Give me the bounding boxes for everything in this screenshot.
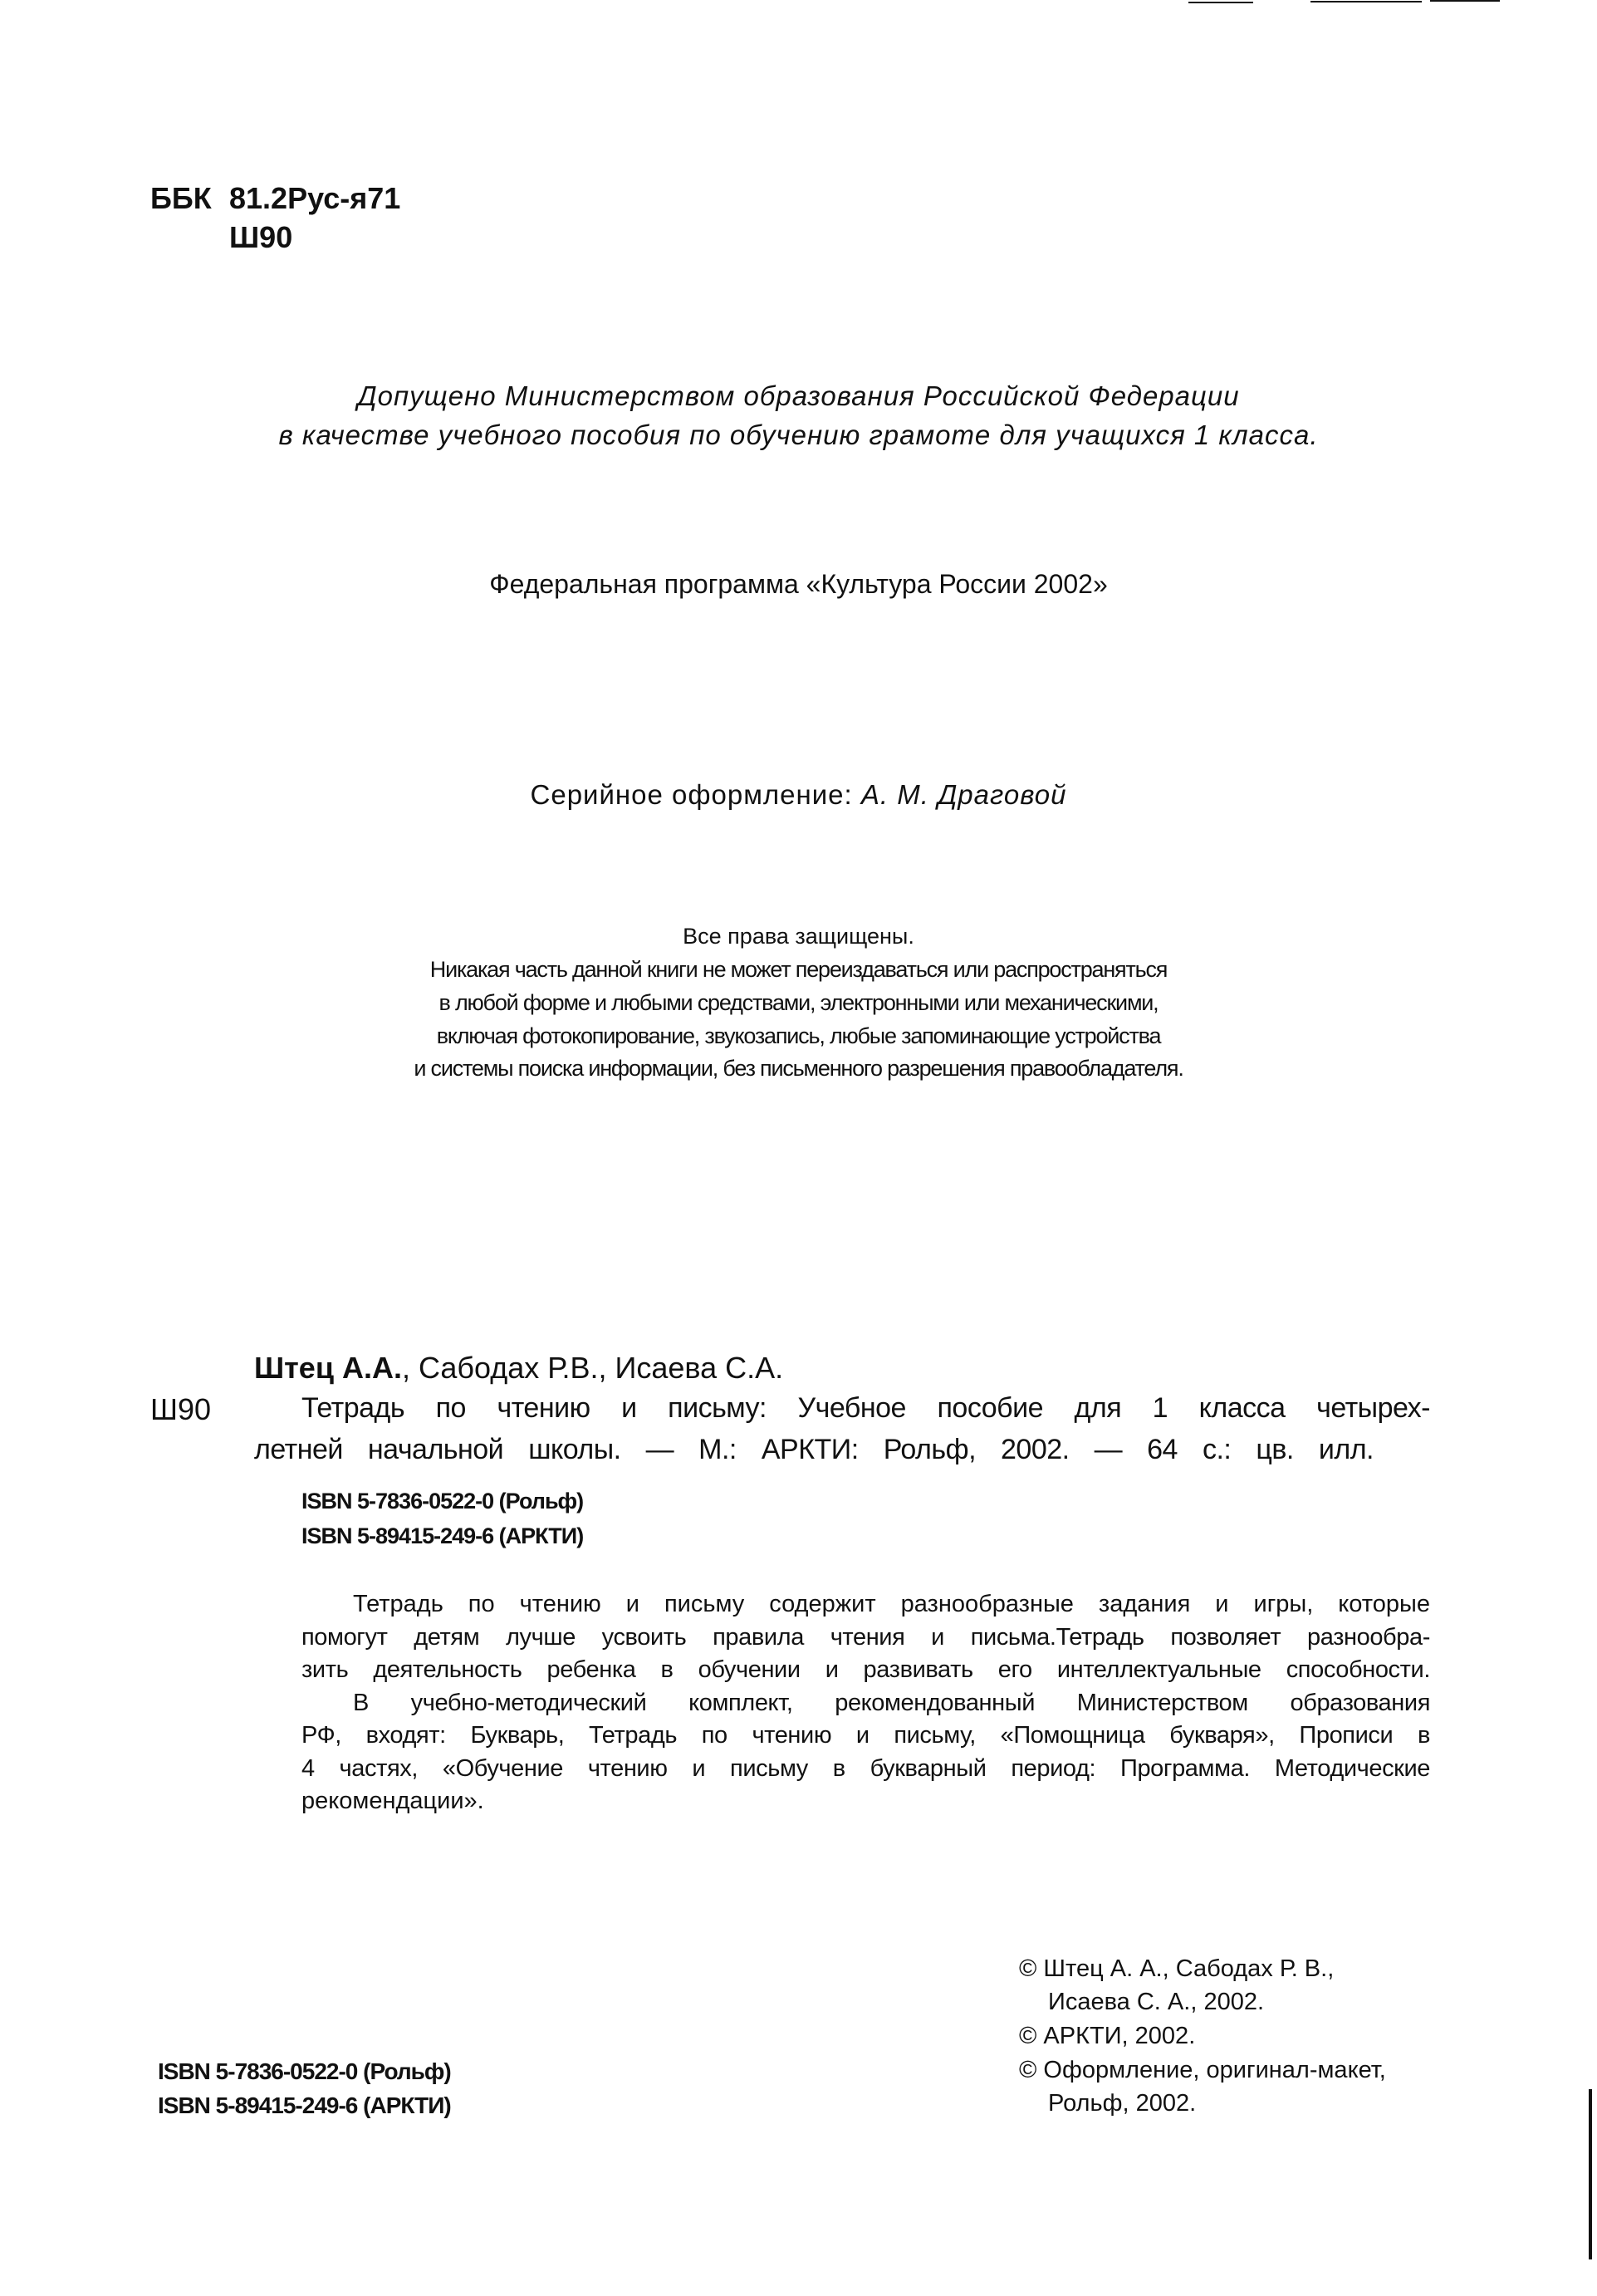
series-design-label: Серийное оформление: bbox=[530, 779, 853, 810]
lead-author: Штец А.А. bbox=[254, 1351, 402, 1385]
bbk-code: 81.2Рус-я71 bbox=[229, 181, 401, 215]
bottom-isbn-arkti: ISBN 5-89415-249-6 (АРКТИ) bbox=[158, 2092, 451, 2118]
series-design bbox=[0, 779, 1597, 811]
catalog-mark: Ш90 bbox=[150, 1392, 212, 1426]
approval-line-2: в качестве учебного пособия по обучению грамоте для учащихся 1 класса. bbox=[278, 419, 1319, 450]
bbk-author-mark: Ш90 bbox=[229, 220, 293, 254]
copyright-line: © Штец А. А., Сабодах Р. В., bbox=[1019, 1955, 1335, 1982]
catalog-authors bbox=[254, 1351, 783, 1386]
copyright-line: © АРКТИ, 2002. bbox=[1019, 2023, 1196, 2049]
scan-edge-line bbox=[1430, 0, 1500, 2]
annotation-line: рекомендации». bbox=[301, 1788, 484, 1814]
bottom-isbn-rolf: ISBN 5-7836-0522-0 (Рольф) bbox=[158, 2058, 451, 2084]
annotation-line: 4 частях, «Обучение чтению и письму в букварный период: Программа. Методические bbox=[301, 1755, 1430, 1782]
bbk-label: ББК bbox=[150, 181, 212, 215]
copyright-line: © Оформление, оригинал-макет, bbox=[1019, 2057, 1386, 2083]
approval-line-1: Допущено Министерством образования Российской Федерации bbox=[357, 380, 1240, 411]
annotation-line: помогут детям лучше усвоить правила чтения и письма.Тетрадь позволяет разнообра- bbox=[301, 1624, 1430, 1651]
annotation-line: В учебно-методический комплект, рекомендованный Министерством образования bbox=[353, 1690, 1430, 1716]
scan-edge-line bbox=[1188, 2, 1253, 3]
rights-line: включая фотокопирование, звукозапись, любые запоминающие устройства bbox=[436, 1023, 1161, 1048]
isbn-arkti: ISBN 5-89415-249-6 (АРКТИ) bbox=[301, 1523, 584, 1548]
catalog-title-line: летней начальной школы. — М.: АРКТИ: Рольф, 2002. — 64 с.: цв. илл. bbox=[254, 1434, 1374, 1465]
catalog-title-line: Тетрадь по чтению и письму: Учебное пособие для 1 класса четырех- bbox=[301, 1392, 1430, 1424]
series-design-name: А. М. Драговой bbox=[860, 779, 1067, 810]
rights-line: Никакая часть данной книги не может переиздаваться или распространяться bbox=[429, 957, 1168, 982]
other-authors: , Сабодах Р.В., Исаева С.А. bbox=[401, 1351, 784, 1385]
copyright-line: Рольф, 2002. bbox=[1048, 2090, 1197, 2117]
copyright-line: Исаева С. А., 2002. bbox=[1048, 1989, 1265, 2015]
annotation-line: РФ, входят: Букварь, Тетрадь по чтению и письму, «Помощница букваря», Прописи в bbox=[301, 1722, 1430, 1749]
scan-edge-line bbox=[1310, 1, 1422, 2]
federal-program: Федеральная программа «Культура России 2002» bbox=[489, 569, 1108, 599]
isbn-rolf: ISBN 5-7836-0522-0 (Рольф) bbox=[301, 1489, 584, 1513]
annotation-line: Тетрадь по чтению и письму содержит разнообразные задания и игры, которые bbox=[353, 1591, 1430, 1617]
rights-line: в любой форме и любыми средствами, электронными или механическими, bbox=[438, 990, 1159, 1015]
scan-edge-line bbox=[1589, 2089, 1592, 2259]
annotation-line: зить деятельность ребенка в обучении и развивать его интеллектуальные способности. bbox=[301, 1656, 1430, 1683]
rights-line: и системы поиска информации, без письменного разрешения правообладателя. bbox=[414, 1056, 1183, 1081]
rights-line: Все права защищены. bbox=[683, 924, 914, 949]
